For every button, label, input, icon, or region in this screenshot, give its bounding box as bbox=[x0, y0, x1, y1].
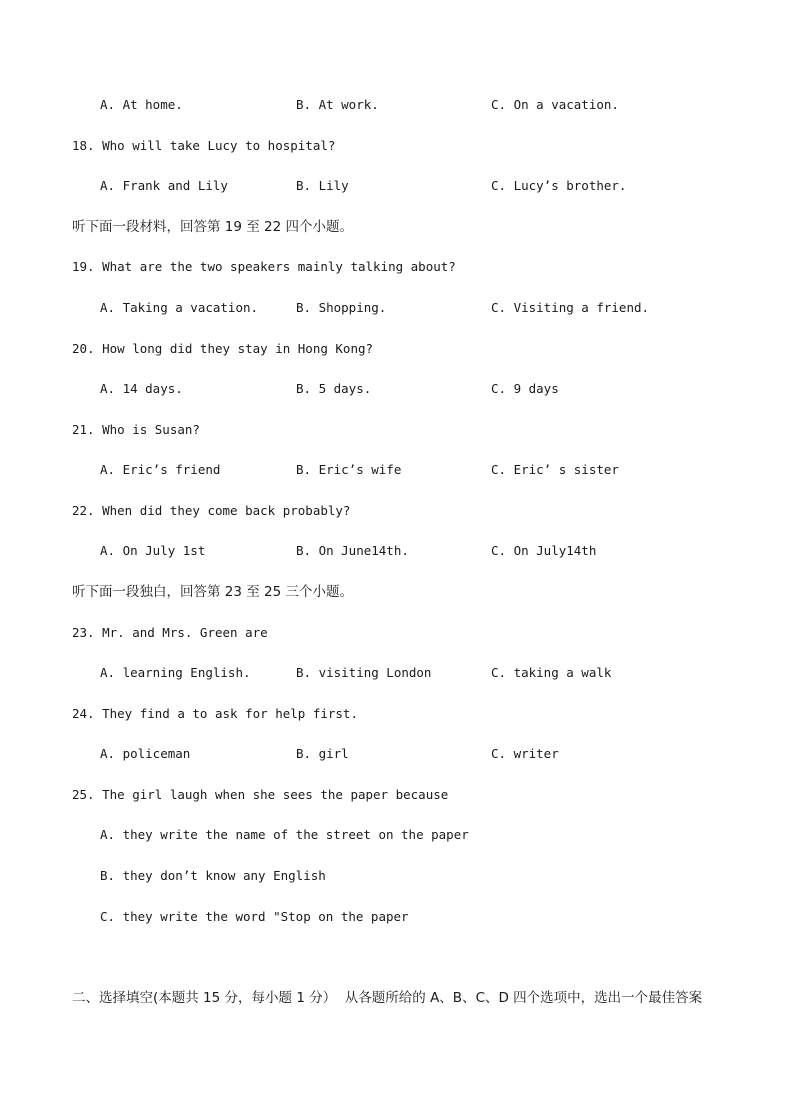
q20-option-c: C. 9 days bbox=[491, 381, 559, 396]
q25-option-a: A. they write the name of the street on the paper bbox=[100, 827, 469, 842]
q24-option-c: C. writer bbox=[491, 746, 559, 761]
q21-option-c: C. Eric’ s sister bbox=[491, 462, 619, 477]
section-instruction-19-22: 听下面一段材料，回答第 19 至 22 四个小题。 bbox=[72, 219, 354, 235]
q17-option-b: B. At work. bbox=[296, 97, 379, 112]
q23-option-b: B. visiting London bbox=[296, 665, 432, 680]
question-18: 18. Who will take Lucy to hospital? bbox=[72, 138, 336, 153]
q23-option-c: C. taking a walk bbox=[491, 665, 612, 680]
q24-option-a: A. policeman bbox=[100, 746, 191, 761]
q18-option-a: A. Frank and Lily bbox=[100, 178, 228, 193]
q20-option-b: B. 5 days. bbox=[296, 381, 372, 396]
part-two-heading: 二、选择填空(本题共 15 分，每小题 1 分） 从各题所给的 A、B、C、D 四个选项中，选出一个最佳答案 bbox=[72, 990, 703, 1006]
q17-option-a: A. At home. bbox=[100, 97, 183, 112]
q25-option-c: C. they write the word "Stop on the paper bbox=[100, 909, 409, 924]
q25-option-b: B. they don’t know any English bbox=[100, 868, 326, 883]
q21-option-a: A. Eric’s friend bbox=[100, 462, 221, 477]
q22-option-b: B. On June14th. bbox=[296, 543, 409, 558]
q20-option-a: A. 14 days. bbox=[100, 381, 183, 396]
question-24: 24. They find a to ask for help first. bbox=[72, 706, 358, 721]
q18-option-b: B. Lily bbox=[296, 178, 349, 193]
question-19: 19. What are the two speakers mainly talking about? bbox=[72, 259, 456, 274]
q23-option-a: A. learning English. bbox=[100, 665, 251, 680]
q24-option-b: B. girl bbox=[296, 746, 349, 761]
q19-option-b: B. Shopping. bbox=[296, 300, 387, 315]
q19-option-c: C. Visiting a friend. bbox=[491, 300, 650, 315]
question-20: 20. How long did they stay in Hong Kong? bbox=[72, 341, 374, 356]
question-21: 21. Who is Susan? bbox=[72, 422, 200, 437]
q17-option-c: C. On a vacation. bbox=[491, 97, 619, 112]
section-instruction-23-25: 听下面一段独白，回答第 23 至 25 三个小题。 bbox=[72, 584, 354, 600]
q19-option-a: A. Taking a vacation. bbox=[100, 300, 259, 315]
q18-option-c: C. Lucy’s brother. bbox=[491, 178, 627, 193]
question-23: 23. Mr. and Mrs. Green are bbox=[72, 625, 268, 640]
q22-option-c: C. On July14th bbox=[491, 543, 597, 558]
question-25: 25. The girl laugh when she sees the paper because bbox=[72, 787, 449, 802]
question-22: 22. When did they come back probably? bbox=[72, 503, 351, 518]
q22-option-a: A. On July 1st bbox=[100, 543, 206, 558]
q21-option-b: B. Eric’s wife bbox=[296, 462, 402, 477]
